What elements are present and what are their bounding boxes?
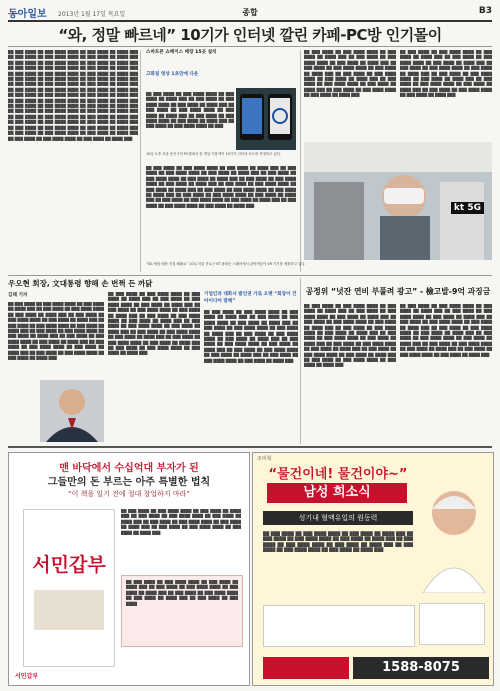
speed-test-photo-icon — [236, 88, 296, 150]
column-divider — [140, 50, 141, 272]
ad-right-product-box — [419, 603, 485, 645]
section-divider — [8, 275, 492, 276]
story1-column-3: ██ ███ ████ ██ ███ ████ ████ ██ ███ ████ ██ ████ ███ ██ ███ ████ ██ ███ ████ ████ ██ ███ ████ ██ ████ ███ ██ ███ ████ ██ ███ ████ ████ ██ ███ ████ ██ ████ ███ ██ ███ ████ ██ ███ ████ ████ ██ ███ ████ ██ ████ ███ ██ ███ ████ ██ ███ ████ ████ ██ ███ ████ ██ ████ ███ ██ ███ ████ ██ ███ ████ ████ ██ ███ ████ ██ ████ ███ — [304, 50, 396, 98]
ad-right-box: 성기내 혈액유입의 원동력 — [263, 511, 413, 525]
ad-left-title-2: 그들만의 돈 부르는 아주 특별한 법칙 — [47, 477, 211, 488]
story2-byline: 김태 기자 — [8, 293, 28, 298]
ad-right-headline: “물건이네! 물건이야~” — [268, 467, 408, 482]
photo-vr-experience — [304, 142, 492, 260]
page-header — [8, 4, 492, 22]
ad-left-title-3: “이 책을 일기 전에 절대 창업하지 마라” — [67, 490, 191, 498]
ad-right-info-box — [263, 605, 415, 647]
story2-subhead: 기업인과 대화서 발언권 가로 오랫 “회장이 건 아이디어 말해” — [204, 292, 297, 304]
advertisement-book[interactable] — [8, 452, 250, 686]
story1-column-1: ██ ███ ████ ██ ███ ████ ████ ██ ███ ████ ██ ████ ███ ██ ███ ████ ██ ███ ████ ████ ██ ███ ████ ██ ████ ███ ██ ███ ████ ██ ███ ████ ████ ██ ███ ████ ██ ████ ███ ██ ███ ████ ██ ███ ████ ████ ██ ███ ████ ██ ████ ███ ██ ███ ████ ██ ███ ████ ████ ██ ███ ████ ██ ████ ███ ██ ███ ████ ██ ███ ████ ████ ██ ███ ████ ██ ████ ███ ██ ███ ████ ██ ███ ████ ████ ██ ███ ████ ██ ████ ███ ██ ███ ████ ██ ███ ████ ████ ██ ███ ████ ██ ████ ███ ██ ███ ████ ██ ███ ████ ████ ██ ███ ████ ██ ████ ███ ██ ███ ████ ██ ███ ████ ████ ██ ███ ████ ██ ████ ███ ██ ███ ████ ██ ███ ████ ████ ██ ███ ████ ██ ████ ███ ██ ███ ████ ██ ███ ████ ████ ██ ███ ████ ██ ████ ███ ██ ███ ████ ██ ███ ████ ████ ██ ███ ████ ██ ████ ███ ██ ███ ████ ██ ███ ████ ████ ██ ███ ████ ██ ████ ███ ██ ███ ████ ██ ███ ████ ████ ██ ███ ████ ██ ████ ███ ██ ███ ████ ██ ███ ████ ████ ██ ███ ████ ██ ████ ███ ██ ███ ████ ██ ███ ████ ████ ██ ███ ████ ██ ████ ███ — [8, 50, 138, 141]
issue-date: 2013년 1월 17일 목요일 — [58, 11, 126, 18]
portrait-photo-icon — [40, 380, 104, 442]
story2-column-2: ██ ███ ████ ██ ███ ████ ████ ██ ███ ████ ██ ████ ███ ██ ███ ████ ██ ███ ████ ████ ██ ███ ████ ██ ████ ███ ██ ███ ████ ██ ███ ████ ████ ██ ███ ████ ██ ████ ███ ██ ███ ████ ██ ███ ████ ████ ██ ███ ████ ██ ████ ███ ██ ███ ████ ██ ███ ████ ████ ██ ███ ████ ██ ████ ███ ██ ███ ████ ██ ███ ████ ████ ██ ███ ████ ██ ████ ███ ██ ███ ████ ██ ███ ████ ████ ██ ███ ████ ██ ████ ███ ██ ███ ████ ██ ███ ████ ████ ██ ███ ████ ██ ████ ███ — [108, 292, 200, 356]
newspaper-logo: 동아일보 — [8, 9, 47, 20]
vr-photo-icon — [304, 142, 492, 260]
page-number: B3 — [478, 6, 492, 16]
ad-right-phone[interactable]: 1588-8075 — [353, 657, 489, 679]
story3-column-1: ██ ███ ████ ██ ███ ████ ████ ██ ███ ████ ██ ████ ███ ██ ███ ████ ██ ███ ████ ████ ██ ███ ████ ██ ████ ███ ██ ███ ████ ██ ███ ████ ████ ██ ███ ████ ██ ████ ███ ██ ███ ████ ██ ███ ████ ████ ██ ███ ████ ██ ████ ███ ██ ███ ████ ██ ███ ████ ████ ██ ███ ████ ██ ████ ███ ██ ███ ████ ██ ███ ████ ████ ██ ███ ████ ██ ████ ███ ██ ███ ████ ██ ███ ████ ████ ██ ███ ████ ██ ████ ███ ██ ███ ████ ██ ███ ████ ████ ██ ███ ████ ██ ████ ███ — [304, 304, 396, 368]
story3-column-2: ██ ███ ████ ██ ███ ████ ████ ██ ███ ████ ██ ████ ███ ██ ███ ████ ██ ███ ████ ████ ██ ███ ████ ██ ████ ███ ██ ███ ████ ██ ███ ████ ████ ██ ███ ████ ██ ████ ███ ██ ███ ████ ██ ███ ████ ████ ██ ███ ████ ██ ████ ███ ██ ███ ████ ██ ███ ████ ████ ██ ███ ████ ██ ████ ███ ██ ███ ████ ██ ███ ████ ████ ██ ███ ████ ██ ████ ███ ██ ███ ████ ██ ███ ████ ████ ██ ███ ████ ██ ████ ███ — [400, 304, 492, 357]
book-cover-illustration — [34, 590, 104, 630]
book-cover — [23, 509, 115, 667]
section-name: 종합 — [242, 8, 258, 17]
ad-left-title-1: 맨 바닥에서 수십억대 부자가 된 — [59, 463, 199, 474]
column-divider — [300, 50, 301, 272]
ad-right-tag: 조미혁 — [257, 456, 272, 462]
story1-column-2-text: ██ ███ ████ ██ ███ ████ ████ ██ ███ ████ ██ ████ ███ ██ ███ ████ ██ ███ ████ ████ ██ ███ ████ ██ ████ ███ ██ ███ ████ ██ ███ ████ ████ ██ ███ ████ ██ ████ ███ ██ ███ ████ ██ ███ ████ ████ ██ ███ ████ ██ ████ ███ ██ ███ ████ ██ ███ ████ ████ ██ ███ — [146, 92, 234, 129]
elderly-man-photo-icon — [419, 473, 489, 593]
ad-right-photo — [419, 473, 489, 593]
main-headline: “와, 정말 빠르네” 10기가 인터넷 깔린 카페-PC방 인기몰이 — [8, 24, 492, 47]
publisher-logo: 서민갑부 — [15, 673, 39, 680]
story2-headline: 우오현 회장, 文대통령 향해 손 번쩍 든 까닭 — [8, 279, 153, 288]
ad-divider — [8, 446, 492, 448]
kt-5g-badge: kt 5G — [451, 202, 484, 214]
ad-left-highlight-text: ██ ███ ████ ██ ███ ████ ████ ██ ███ ████ ██ ████ ███ ██ ███ ████ ██ ███ ████ ████ ██ ███ ████ ██ ████ ███ ██ ███ ████ ██ ███ ████ ████ ██ ███ ████ ██ ████ ███ ██ ███ ████ ██ ███ ████ — [126, 580, 238, 606]
photo1-caption: 10일 오후 서울 용산구의 PC방에서 한 게임 이용객이 10기가 인터넷 속도를 측정하고 있다. — [146, 152, 282, 156]
column-divider — [300, 278, 301, 444]
story1-column-2b: ██ ███ ████ ██ ███ ████ ████ ██ ███ ████ ██ ████ ███ ██ ███ ████ ██ ███ ████ ████ ██ ███ ████ ██ ████ ███ ██ ███ ████ ██ ███ ████ ████ ██ ███ ████ ██ ████ ███ ██ ███ ████ ██ ███ ████ ████ ██ ███ ████ ██ ████ ███ ██ ███ ████ ██ ███ ████ ████ ██ ███ ████ ██ ████ ███ ██ ███ ████ ██ ███ ████ ████ ██ ███ ████ ██ ████ ███ ██ ███ ████ ██ ███ ████ ████ ██ ███ ████ ██ ████ ███ ██ ███ ████ ██ ███ ████ ████ ██ ███ ████ ██ ████ ███ ██ ███ ████ ██ ███ ████ ████ ██ ███ ████ ██ ████ ███ — [146, 166, 296, 208]
story1-subhead-2: 고화질 영상 1초만에 다운 — [146, 72, 199, 77]
story1-subhead-1: 스마트폰 쇼케이스 매장 15곳 설치 — [146, 50, 217, 55]
photo-portrait — [40, 380, 104, 442]
ad-left-highlight-box — [121, 575, 243, 647]
book-title: 서민갑부 — [32, 554, 106, 576]
story1-column-4: ██ ███ ████ ██ ███ ████ ████ ██ ███ ████ ██ ████ ███ ██ ███ ████ ██ ███ ████ ████ ██ ███ ████ ██ ████ ███ ██ ███ ████ ██ ███ ████ ████ ██ ███ ████ ██ ████ ███ ██ ███ ████ ██ ███ ████ ████ ██ ███ ████ ██ ████ ███ ██ ███ ████ ██ ███ ████ ████ ██ ███ ████ ██ ████ ███ ██ ███ ████ ██ ███ ████ ████ ██ ███ ████ ██ ████ ███ — [400, 50, 492, 98]
ad-right-promo-box — [263, 657, 349, 679]
photo2-caption: “5G 체험 매장 직접 해봐요” 10일 서울 종로구 KT 광화문 스퀘어에서 관람객들이 VR 기기를 체험하고 있다. — [146, 262, 306, 266]
photo-speed-test — [236, 88, 296, 150]
ad-right-bullets: ██ ███ ████ ██ ███ ████ ████ ██ ███ ████ ██ ████ ███ ██ ███ ████ ██ ███ ████ ████ ██ ███ ████ ██ ████ ███ ██ ███ ████ ██ ███ ████ ████ ██ ███ ████ ██ ████ ███ ██ ███ ████ ██ ███ ████ ████ ██ ███ ████ ██ ████ ███ — [263, 531, 413, 553]
story2-column-3: ██ ███ ████ ██ ███ ████ ████ ██ ███ ████ ██ ████ ███ ██ ███ ████ ██ ███ ████ ████ ██ ███ ████ ██ ████ ███ ██ ███ ████ ██ ███ ████ ████ ██ ███ ████ ██ ████ ███ ██ ███ ████ ██ ███ ████ ████ ██ ███ ████ ██ ████ ███ ██ ███ ████ ██ ███ ████ ████ ██ ███ ████ ██ ████ ███ ██ ███ ████ ██ ███ ████ ████ ██ ███ ████ ██ ████ ███ ██ ███ ████ ██ ███ ████ ████ ██ ███ ████ ██ ████ ███ — [204, 310, 298, 363]
advertisement-health[interactable] — [252, 452, 494, 686]
ad-right-product: 남성 희소식 — [267, 483, 407, 503]
story2-column-1: ██ ███ ████ ██ ███ ████ ████ ██ ███ ████ ██ ████ ███ ██ ███ ████ ██ ███ ████ ████ ██ ███ ████ ██ ████ ███ ██ ███ ████ ██ ███ ████ ████ ██ ███ ████ ██ ████ ███ ██ ███ ████ ██ ███ ████ ████ ██ ███ ████ ██ ████ ███ ██ ███ ████ ██ ███ ████ ████ ██ ███ ████ ██ ████ ███ ██ ███ ████ ██ ███ ████ ████ ██ ███ ████ ██ ████ ███ ██ ███ ████ ██ ███ ████ ████ ██ ███ ████ ██ ████ ███ ██ ███ ████ ██ ███ ████ ████ ██ ███ ████ ██ ████ ███ — [8, 302, 104, 361]
ad-left-description: ██ ███ ████ ██ ███ ████ ████ ██ ███ ████ ██ ████ ███ ██ ███ ████ ██ ███ ████ ████ ██ ███ ████ ██ ████ ███ ██ ███ ████ ██ ███ ████ ████ ██ ███ ████ ██ ████ ███ ██ ███ ████ ██ ███ ████ ████ ██ ███ ████ ██ ████ ███ — [121, 509, 241, 535]
story3-headline: 공정위 “넛잔 연비 부풀려 광고” - 檢고발-9억 과징금 — [305, 287, 491, 296]
